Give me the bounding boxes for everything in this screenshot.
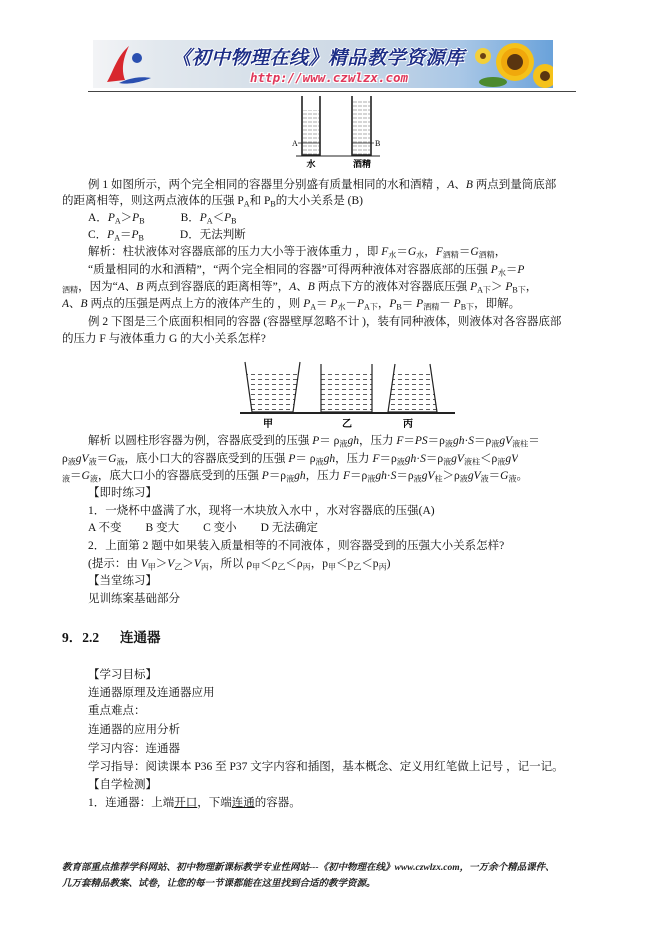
subscript: A	[114, 216, 121, 226]
subscript: 水	[497, 268, 506, 278]
text-run: 的大小关系是 (B)	[275, 195, 363, 207]
italic-symbol: B	[80, 298, 88, 310]
text-run: 两点的压强是两点上方的液体产生的 ，则	[87, 298, 304, 310]
text-run: ，	[424, 246, 436, 258]
text-run: 【自学检测】	[88, 779, 157, 791]
text-run: ＝	[505, 264, 518, 276]
subscript: 液	[67, 457, 76, 467]
italic-symbol: P	[132, 212, 140, 224]
italic-symbol: gh	[323, 453, 336, 465]
text-line	[88, 555, 390, 573]
text-run: ＝	[70, 470, 82, 482]
italic-symbol: P	[312, 435, 320, 447]
subscript: 液	[491, 439, 500, 449]
option-text: D 无法确定	[260, 522, 318, 534]
text-run: (提示：由	[88, 558, 141, 570]
text-line	[88, 590, 180, 608]
subscript: 液柱	[512, 439, 529, 449]
text-run: 、	[69, 298, 81, 310]
italic-symbol: gV	[451, 453, 464, 465]
italic-symbol: G	[108, 453, 117, 465]
text-run: 例 1 如图所示，两个完全相同的容器里分别盛有质量相同的水和酒精 ，	[88, 179, 448, 191]
text-run: ρ	[62, 453, 68, 465]
text-run: “质量相同的水和酒精”，“两个完全相同的容器”可得两种液体对容器底部的压强	[88, 264, 491, 276]
text-run: ，即解。	[474, 298, 521, 310]
text-run: ＝	[120, 229, 132, 241]
text-run: ，下端	[197, 797, 232, 809]
figure-cylinders	[288, 92, 388, 174]
subscript: 甲	[147, 562, 156, 572]
text-line	[88, 758, 564, 776]
italic-symbol: V	[167, 558, 175, 570]
text-run: ＝ρ	[379, 453, 397, 465]
water-liquid	[303, 110, 319, 155]
text-run: ＝ρ	[396, 470, 414, 482]
text-line	[88, 572, 157, 590]
text-line	[88, 226, 246, 244]
liquid-bing	[388, 372, 437, 412]
italic-symbol: A	[289, 281, 297, 293]
italic-symbol: B	[136, 281, 144, 293]
underlined-text: 连通	[231, 797, 255, 809]
underlined-text: 开口	[174, 797, 198, 809]
footer-line-1: 教育部重点推荐学科网站、初中物理新课标教学专业性网站---《初中物理在线》www.czwlzx.com，一万余个精品课件、	[62, 863, 555, 873]
text-run: ，	[377, 298, 390, 310]
text-run: ＝	[488, 470, 501, 482]
subscript: A	[114, 233, 121, 243]
italic-symbol: S	[468, 435, 475, 447]
text-line	[62, 330, 266, 348]
italic-symbol: gV	[467, 470, 481, 482]
subscript: 酒精	[423, 302, 440, 312]
text-line	[88, 261, 524, 279]
subscript: 液	[89, 474, 98, 484]
text-run: ＝	[316, 298, 331, 310]
text-run: )	[386, 558, 391, 570]
text-run: ＞	[120, 212, 133, 224]
subscript: 液	[443, 457, 452, 467]
subscript: A下	[477, 285, 491, 295]
italic-symbol: gV	[505, 453, 519, 465]
text-run: ＝	[401, 298, 417, 310]
text-line	[88, 502, 435, 520]
text-run: 连通器原理及连通器应用	[88, 687, 215, 699]
text-line	[88, 794, 301, 812]
alcohol-liquid	[353, 100, 370, 155]
text-run: ＝	[528, 435, 540, 447]
subscript: 丙	[302, 562, 311, 572]
subscript: B	[139, 216, 145, 226]
text-run: ＞	[155, 558, 168, 570]
subscript: 柱	[434, 474, 443, 484]
text-run: 的距离相等，则这两点液体的压强 P	[62, 195, 244, 207]
subscript: 乙	[277, 562, 286, 572]
text-run: 、	[454, 179, 466, 191]
subscript: 水	[337, 302, 346, 312]
italic-symbol: P	[389, 298, 397, 310]
subscript: B	[396, 302, 402, 312]
sunflower-large	[496, 43, 534, 81]
subscript: 水	[416, 250, 425, 260]
text-run: ＜ρ	[285, 558, 303, 570]
sunflower-icon	[471, 40, 553, 88]
text-run: ＝ ρ	[295, 453, 316, 465]
italic-symbol: P	[288, 453, 296, 465]
text-run: 【即时练习】	[88, 487, 157, 499]
subscript: 液	[116, 457, 125, 467]
text-line	[88, 721, 180, 739]
text-line	[62, 467, 528, 485]
italic-symbol: gh	[375, 470, 387, 482]
text-run: A 不变	[88, 522, 122, 534]
sunflower-bud	[475, 48, 491, 64]
italic-symbol: gV	[421, 470, 435, 482]
italic-symbol: G	[470, 246, 479, 258]
italic-symbol: A	[447, 179, 455, 191]
subscript: 液	[339, 439, 348, 449]
label-a: A	[292, 139, 298, 148]
text-line	[88, 519, 318, 537]
text-run: －	[439, 298, 454, 310]
italic-symbol: S	[390, 470, 397, 482]
text-run: ，压力	[335, 453, 373, 465]
subscript: A	[243, 199, 250, 209]
italic-symbol: V	[140, 558, 148, 570]
text-run: ＜p	[336, 558, 354, 570]
banner-title: 《初中物理在线》精品教学资源库	[172, 48, 465, 69]
subscript: A	[206, 216, 213, 226]
text-run: 重点难点：	[88, 705, 146, 717]
text-run: 的压力 F 与液体重力 G 的大小关系怎样?	[62, 333, 266, 345]
text-line	[88, 484, 157, 502]
liquid-jia	[246, 372, 298, 412]
section-heading	[62, 628, 161, 648]
text-run: 解析 以圆柱形容器为例，容器底受到的压强	[88, 435, 313, 447]
text-run: ＝ρ	[474, 435, 492, 447]
text-line	[88, 740, 180, 758]
subscript: A	[310, 302, 317, 312]
text-run: 1．一烧杯中盛满了水，现将一木块放入水中 ，水对容器底的压强(A)	[88, 505, 435, 517]
subscript: 液	[413, 474, 422, 484]
subscript: 液	[367, 474, 376, 484]
italic-symbol: A	[117, 281, 125, 293]
subscript: 液	[396, 457, 405, 467]
subscript: B下	[512, 285, 526, 295]
subscript: 液柱	[463, 457, 481, 467]
subscript: B	[270, 199, 276, 209]
text-run: ，压力	[305, 470, 343, 482]
italic-symbol: F	[342, 470, 351, 482]
italic-symbol: P	[107, 212, 115, 224]
subscript: A下	[364, 302, 378, 312]
text-line	[88, 666, 157, 684]
italic-symbol: P	[490, 264, 498, 276]
text-run: 【学习目标】	[88, 669, 157, 681]
subscript: 液	[459, 474, 468, 484]
section-title: 连通器	[120, 630, 161, 645]
subscript: 液	[480, 474, 489, 484]
text-line	[88, 776, 157, 794]
text-run: ＜	[212, 212, 225, 224]
italic-symbol: P	[470, 281, 478, 293]
italic-symbol: gh	[294, 470, 306, 482]
text-run: ，底小口大的容器底受到的压强	[124, 453, 289, 465]
text-line	[88, 432, 540, 450]
italic-symbol: F	[396, 435, 404, 447]
subscript: 液	[497, 457, 506, 467]
italic-symbol: P	[330, 298, 338, 310]
subscript: 液	[315, 457, 324, 467]
text-run: ，因为“	[78, 281, 118, 293]
subscript: B下	[460, 302, 475, 312]
text-run: A．	[88, 212, 108, 224]
text-run: 的容器。	[254, 797, 301, 809]
text-run: ，	[494, 246, 507, 258]
text-run: 见训练案基础部分	[88, 593, 180, 605]
option-text: B．	[180, 212, 200, 224]
text-line	[88, 313, 561, 331]
italic-symbol: gV	[499, 435, 513, 447]
text-line	[88, 684, 215, 702]
text-run: C．	[88, 229, 108, 241]
italic-symbol: gV	[75, 453, 89, 465]
text-run: 学习指导：阅读课本 P36 至 P37 文字内容和插图，基本概念、定义用红笔做上记号 ，记一记。	[88, 761, 564, 773]
italic-symbol: F	[381, 246, 389, 258]
logo-dot	[132, 53, 142, 63]
option-text: B 变大	[145, 522, 180, 534]
text-run: ·	[464, 435, 469, 447]
italic-symbol: P	[199, 212, 207, 224]
banner-url: http://www.czwlzx.com	[250, 70, 409, 85]
subscript: 丙	[378, 562, 387, 572]
italic-symbol: P	[517, 264, 525, 276]
text-run: 例 2 下图是三个底面积相同的容器 (容器壁厚忽略不计 )，装有同种液体，则液体对各容器底部	[88, 316, 562, 328]
label-bing: 丙	[403, 419, 413, 430]
italic-symbol: F	[435, 246, 443, 258]
italic-symbol: P	[303, 298, 311, 310]
text-run: ，	[525, 281, 538, 293]
italic-symbol: B	[465, 179, 473, 191]
text-line	[62, 192, 363, 210]
subscript: B	[138, 233, 144, 243]
italic-symbol: G	[500, 470, 509, 482]
text-run: ＝	[396, 246, 408, 258]
text-run: 、	[296, 281, 308, 293]
text-run: ·	[416, 453, 421, 465]
text-line	[62, 450, 518, 468]
text-run: 、	[124, 281, 137, 293]
subscript: 液	[62, 474, 71, 484]
text-run: 。	[516, 470, 529, 482]
subscript: 液	[88, 457, 97, 467]
text-line	[88, 702, 146, 720]
subscript: 酒精	[62, 285, 79, 295]
text-run: 两点到容器底的距离相等”，	[143, 281, 290, 293]
text-run: ＜ρ	[260, 558, 278, 570]
text-run: ，所以 ρ	[208, 558, 253, 570]
italic-symbol: P	[107, 229, 115, 241]
label-jia: 甲	[263, 419, 273, 430]
text-run: ，底大口小的容器底受到的压强	[97, 470, 262, 482]
option-text: D．无法判断	[179, 229, 246, 241]
subscript: 酒精	[442, 250, 459, 260]
subscript: 丙	[200, 562, 209, 572]
italic-symbol: P	[416, 298, 424, 310]
text-run: ·	[386, 470, 391, 482]
subscript: 酒精	[478, 250, 495, 260]
text-run: ＞	[182, 558, 194, 570]
italic-symbol: PS	[414, 435, 428, 447]
text-line	[62, 278, 537, 296]
text-run: 两点下方的液体对容器底压强	[314, 281, 471, 293]
text-run: 1．连通器：上端	[88, 797, 175, 809]
text-run: ，p	[310, 558, 328, 570]
text-run: ＝ρ	[350, 470, 368, 482]
text-run: ，压力	[358, 435, 397, 447]
text-run: ＝	[96, 453, 109, 465]
footer-line-2: 几万套精品教案、试卷，让您的每一节课都能在这里找到合适的教学资源。	[62, 879, 376, 889]
text-run: ＜p	[361, 558, 379, 570]
text-run: ＝ρ	[268, 470, 287, 482]
italic-symbol: P	[453, 298, 461, 310]
text-run: ＞	[490, 281, 506, 293]
text-run: ＝	[458, 246, 471, 258]
italic-symbol: P	[224, 212, 232, 224]
italic-symbol: V	[193, 558, 201, 570]
text-run: 解析：柱状液体对容器底部的压力大小等于液体重力 ，即	[88, 246, 382, 258]
italic-symbol: P	[505, 281, 513, 293]
subscript: 液	[508, 474, 517, 484]
subscript: B	[231, 216, 237, 226]
text-run: 和 P	[249, 195, 271, 207]
section-number: 9．2.2	[62, 630, 100, 645]
text-line	[88, 209, 236, 227]
text-line	[62, 295, 520, 313]
text-line	[88, 243, 506, 261]
italic-symbol: G	[81, 470, 90, 482]
caption-water: 水	[306, 159, 316, 169]
italic-symbol: P	[131, 229, 139, 241]
text-run: －	[345, 298, 357, 310]
liquid-yi	[321, 372, 372, 412]
subscript: 液	[444, 439, 453, 449]
italic-symbol: G	[407, 246, 417, 258]
text-run: 【当堂练习】	[88, 575, 157, 587]
subscript: 甲	[252, 562, 261, 572]
figure-three-containers	[236, 352, 460, 432]
leaf	[479, 77, 507, 87]
italic-symbol: P	[261, 470, 269, 482]
text-run: 学习内容：连通器	[88, 743, 180, 755]
italic-symbol: gh	[452, 435, 465, 447]
text-run: ＝ρ	[427, 435, 445, 447]
option-text: C 变小	[203, 522, 237, 534]
subscript: 甲	[327, 562, 337, 572]
italic-symbol: A	[62, 298, 70, 310]
subscript: 乙	[353, 562, 362, 572]
header-banner	[93, 40, 553, 88]
label-b: B	[375, 139, 381, 148]
subscript: 乙	[174, 562, 183, 572]
italic-symbol: F	[372, 453, 380, 465]
text-run: ＜ρ	[480, 453, 498, 465]
text-run: ＝ρ	[425, 453, 444, 465]
italic-symbol: gh	[347, 435, 359, 447]
text-run: ＞ρ	[442, 470, 460, 482]
italic-symbol: gh	[404, 453, 417, 465]
italic-symbol: P	[356, 298, 365, 310]
text-line	[88, 537, 504, 555]
caption-alcohol: 酒精	[352, 159, 372, 169]
site-logo	[99, 42, 155, 86]
text-run: 连通器的应用分析	[88, 724, 180, 736]
text-run: ＝	[403, 435, 415, 447]
label-yi: 乙	[342, 419, 352, 430]
text-run: ＝ ρ	[319, 435, 340, 447]
logo-red-swoosh	[107, 46, 129, 82]
sunflower-small	[533, 64, 553, 88]
italic-symbol: B	[307, 281, 315, 293]
subscript: 水	[388, 250, 397, 260]
italic-symbol: S	[420, 453, 426, 465]
text-run: 2．上面第 2 题中如果装入质量相等的不同液体 ，则容器受到的压强大小关系怎样?	[88, 540, 505, 552]
text-run: 两点到量筒底部	[472, 179, 557, 191]
subscript: 液	[286, 474, 295, 484]
